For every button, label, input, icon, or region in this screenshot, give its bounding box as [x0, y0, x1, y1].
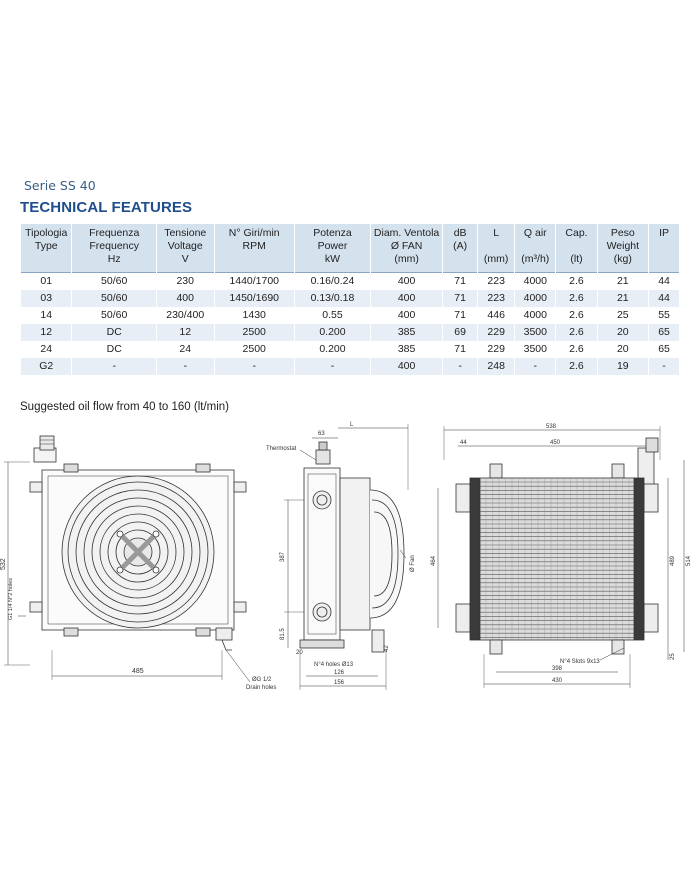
column-header-line: Cap. [565, 227, 588, 239]
table-cell: - [649, 358, 680, 375]
column-header [72, 224, 156, 273]
column-header-line: (mm) [483, 253, 509, 265]
dim-63: 63 [318, 431, 325, 437]
table-cell: 0.13/0.18 [294, 290, 370, 307]
table-cell: - [515, 358, 556, 375]
table-cell: 0.200 [294, 324, 370, 341]
column-header-line: Tipologia [25, 227, 68, 239]
column-header [515, 224, 556, 273]
column-header-line: Hz [107, 253, 121, 265]
dim-450: 450 [550, 440, 561, 446]
dim-464: 464 [431, 555, 437, 566]
fan-label: Ø Fan [410, 555, 416, 572]
table-row [21, 341, 680, 358]
column-header-line: V [181, 253, 189, 265]
table-cell: 2.6 [556, 341, 597, 358]
table-cell: 2500 [214, 324, 294, 341]
dim-L: L [350, 422, 354, 428]
column-header [214, 224, 294, 273]
page-title: TECHNICAL FEATURES [20, 199, 193, 216]
table-header-row [21, 224, 680, 273]
table-row [21, 358, 680, 375]
column-header-line: Weight [606, 240, 640, 252]
table-row [21, 273, 680, 291]
front-height-dim: 532 [0, 558, 7, 570]
dim-25: 25 [670, 653, 676, 660]
table-cell: 21 [597, 273, 648, 291]
dim-489: 489 [670, 555, 676, 566]
table-cell: - [294, 358, 370, 375]
table-cell: 50/60 [72, 273, 156, 291]
column-header-line: Tensione [164, 227, 207, 239]
table-cell: 20 [597, 324, 648, 341]
table-cell: - [72, 358, 156, 375]
column-header [21, 224, 72, 273]
table-cell: 20 [597, 341, 648, 358]
table-cell: 65 [649, 324, 680, 341]
column-header-line: (kg) [613, 253, 632, 265]
side-view [266, 422, 416, 690]
column-header-line: Voltage [167, 240, 203, 252]
table-cell: 400 [371, 273, 443, 291]
dim-20: 20 [296, 650, 303, 656]
table-cell: 71 [443, 290, 478, 307]
table-cell: 4000 [515, 290, 556, 307]
table-cell: 1450/1690 [214, 290, 294, 307]
table-cell: 50/60 [72, 290, 156, 307]
dim-126: 126 [334, 670, 345, 676]
column-header [294, 224, 370, 273]
table-cell: 1440/1700 [214, 273, 294, 291]
front-width-dim: 485 [132, 668, 144, 675]
column-header-line: Frequenza [89, 227, 140, 239]
table-cell: 4000 [515, 273, 556, 291]
drain-label-2: Drain holes [246, 685, 277, 691]
table-cell: 65 [649, 341, 680, 358]
front-view [0, 436, 276, 691]
table-cell: - [156, 358, 214, 375]
table-cell: 14 [21, 307, 72, 324]
table-cell: 2.6 [556, 273, 597, 291]
column-header-line: (lt) [570, 253, 583, 265]
column-header [478, 224, 515, 273]
oil-flow-note: Suggested oil flow from 40 to 160 (lt/min) [20, 401, 230, 413]
table-cell: 69 [443, 324, 478, 341]
column-header-line: Peso [610, 227, 635, 239]
table-cell: 2.6 [556, 324, 597, 341]
column-header-line: Power [317, 240, 348, 252]
table-cell: 400 [156, 290, 214, 307]
dim-156: 156 [334, 680, 345, 686]
column-header-line: Q air [523, 227, 547, 239]
table-cell: 229 [478, 341, 515, 358]
table-cell: 400 [371, 358, 443, 375]
technical-drawing [0, 420, 700, 710]
drain-label-1: ØG 1/2 [252, 677, 272, 683]
table-cell: 44 [649, 290, 680, 307]
dim-81-5: 81.5 [280, 628, 286, 640]
table-cell: 248 [478, 358, 515, 375]
table-cell: 0.16/0.24 [294, 273, 370, 291]
table-cell: - [214, 358, 294, 375]
table-cell: 71 [443, 273, 478, 291]
table-cell: 24 [156, 341, 214, 358]
table-cell: 03 [21, 290, 72, 307]
dim-514: 514 [686, 555, 692, 566]
table-cell: 223 [478, 290, 515, 307]
table-cell: 3500 [515, 324, 556, 341]
table-cell: 12 [156, 324, 214, 341]
table-cell: 223 [478, 273, 515, 291]
column-header [443, 224, 478, 273]
table-cell: 385 [371, 341, 443, 358]
technical-features-table [20, 224, 680, 375]
table-cell: 0.55 [294, 307, 370, 324]
slots-label: N°4 Slots 9x13 [560, 659, 600, 665]
column-header-line: Potenza [313, 227, 352, 239]
column-header [156, 224, 214, 273]
table-row [21, 307, 680, 324]
column-header [597, 224, 648, 273]
column-header-line: L [493, 227, 500, 239]
table-cell: 71 [443, 341, 478, 358]
table-row [21, 324, 680, 341]
table-cell: 71 [443, 307, 478, 324]
column-header [556, 224, 597, 273]
dim-44: 44 [460, 440, 467, 446]
table-cell: 50/60 [72, 307, 156, 324]
table-cell: 1430 [214, 307, 294, 324]
column-header-line: Ø FAN [390, 240, 423, 252]
table-cell: G2 [21, 358, 72, 375]
table-cell: 385 [371, 324, 443, 341]
table-cell: 4000 [515, 307, 556, 324]
table-cell: 01 [21, 273, 72, 291]
column-header-line: Diam. Ventola [373, 227, 440, 239]
dim-42: 42 [384, 645, 390, 652]
table-cell: 55 [649, 307, 680, 324]
dim-538: 538 [546, 424, 557, 430]
column-header-line: kW [324, 253, 341, 265]
table-cell: 0.200 [294, 341, 370, 358]
table-cell: 230 [156, 273, 214, 291]
column-header-line: (A) [453, 240, 468, 252]
column-header-line: N° Giri/min [228, 227, 280, 239]
table-cell: 3500 [515, 341, 556, 358]
table-cell: 230/400 [156, 307, 214, 324]
table-cell: 12 [21, 324, 72, 341]
column-header-line: dB [453, 227, 467, 239]
table-cell: 44 [649, 273, 680, 291]
column-header-line: (m³/h) [521, 253, 550, 265]
column-header-line: IP [659, 227, 669, 239]
dim-430: 430 [552, 678, 563, 684]
thermostat-label: Thermostat [266, 446, 297, 452]
table-cell: 19 [597, 358, 648, 375]
table-cell: 2.6 [556, 290, 597, 307]
front-port-label: G1 1/4 N°2 holes [8, 578, 14, 620]
column-header-line: Type [34, 240, 58, 252]
series-label: Serie SS 40 [24, 178, 96, 193]
table-cell: 400 [371, 307, 443, 324]
table-cell: DC [72, 324, 156, 341]
column-header [371, 224, 443, 273]
dim-387: 387 [280, 551, 286, 562]
table-cell: 2.6 [556, 358, 597, 375]
table-cell: 400 [371, 290, 443, 307]
table-cell: 24 [21, 341, 72, 358]
table-row [21, 290, 680, 307]
table-cell: - [443, 358, 478, 375]
column-header-line: RPM [242, 240, 266, 252]
column-header-line: Frequency [89, 240, 139, 252]
table-cell: 21 [597, 290, 648, 307]
column-header-line: (mm) [394, 253, 419, 265]
table-cell: 2.6 [556, 307, 597, 324]
table-cell: 2500 [214, 341, 294, 358]
table-cell: 25 [597, 307, 648, 324]
table-cell: 446 [478, 307, 515, 324]
column-header [649, 224, 680, 273]
rear-view [431, 424, 692, 688]
table-cell: 229 [478, 324, 515, 341]
holes-label: N°4 holes Ø13 [314, 662, 354, 668]
dim-398: 398 [552, 666, 563, 672]
table-cell: DC [72, 341, 156, 358]
